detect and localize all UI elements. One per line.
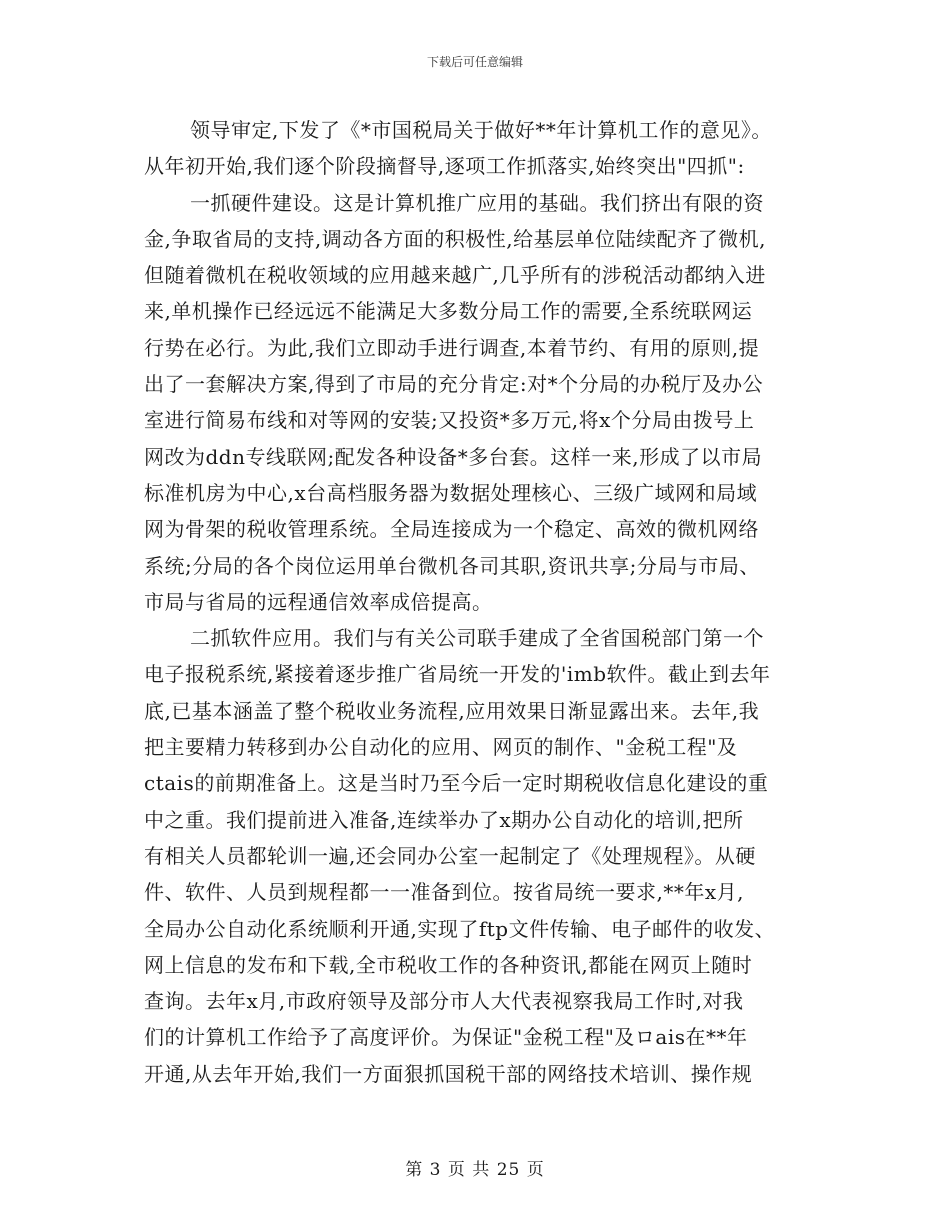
- body-line: 行势在必行。为此,我们立即动手进行调查,本着节约、有用的原则,提: [144, 335, 760, 360]
- body-line: 中之重。我们提前进入准备,连续举办了x期办公自动化的培训,把所: [144, 807, 744, 832]
- body-line: 系统;分局的各个岗位运用单台微机各司其职,资讯共享;分局与市局、: [144, 553, 760, 578]
- body-line: 有相关人员都轮训一遍,还会同办公室一起制定了《处理规程》。从硬: [144, 843, 756, 868]
- body-line: 领导审定,下发了《*市国税局关于做好**年计算机工作的意见》。: [190, 118, 772, 142]
- body-line: 全局办公自动化系统顺利开通,实现了ftp文件传输、电子邮件的收发、: [144, 916, 776, 941]
- body-line: 把主要精力转移到办公自动化的应用、网页的制作、"金税工程"及: [144, 735, 738, 760]
- body-line: 一抓硬件建设。这是计算机推广应用的基础。我们挤出有限的资: [190, 190, 764, 215]
- body-line: 电子报税系统,紧接着逐步推广省局统一开发的'imb软件。截止到去年: [144, 662, 771, 687]
- body-line: 开通,从去年开始,我们一方面狠抓国税干部的网络技术培训、操作规: [144, 1061, 753, 1086]
- body-line: 标准机房为中心,x台高档服务器为数据处理核心、三级广域网和局域: [144, 480, 758, 505]
- document-body: [144, 112, 814, 1092]
- page-number-footer: 第 3 页 共 25 页: [405, 1160, 545, 1180]
- body-line: 金,争取省局的支持,调动各方面的积极性,给基层单位陆续配齐了微机,: [144, 226, 766, 251]
- body-line: 但随着微机在税收领域的应用越来越广,几乎所有的涉税活动都纳入进: [144, 263, 766, 288]
- body-line: 查询。去年x月,市政府领导及部分市人大代表视察我局工作时,对我: [144, 989, 744, 1014]
- body-line: 网为骨架的税收管理系统。全局连接成为一个稳定、高效的微机网络: [144, 517, 759, 542]
- body-line: 来,单机操作已经远远不能满足大多数分局工作的需要,全系统联网运: [144, 299, 753, 324]
- body-line: 从年初开始,我们逐个阶段摘督导,逐项工作抓落实,始终突出"四抓":: [144, 154, 745, 179]
- body-line: 底,已基本涵盖了整个税收业务流程,应用效果日渐显露出来。去年,我: [144, 698, 760, 723]
- body-line: 件、软件、人员到规程都一一准备到位。按省局统一要求,**年x月,: [144, 880, 744, 905]
- body-line: 网上信息的发布和下载,全市税收工作的各种资讯,都能在网页上随时: [144, 952, 753, 977]
- body-line: 市局与省局的远程通信效率成倍提高。: [144, 589, 493, 614]
- body-line: 网改为ddn专线联网;配发各种设备*多台套。这样一来,形成了以市局: [144, 444, 763, 469]
- body-line: 出了一套解决方案,得到了市局的充分肯定:对*个分局的办税厅及办公: [144, 372, 764, 397]
- body-line: 二抓软件应用。我们与有关公司联手建成了全省国税部门第一个: [190, 626, 764, 651]
- body-line: 们的计算机工作给予了高度评价。为保证"金税工程"及ロais在**年: [144, 1025, 748, 1050]
- body-line: ctais的前期准备上。这是当时乃至今后一定时期税收信息化建设的重: [144, 771, 769, 796]
- page-header-note: 下载后可任意编辑: [426, 55, 523, 69]
- body-line: 室进行简易布线和对等网的安装;又投资*多万元,将x个分局由拨号上: [144, 408, 755, 433]
